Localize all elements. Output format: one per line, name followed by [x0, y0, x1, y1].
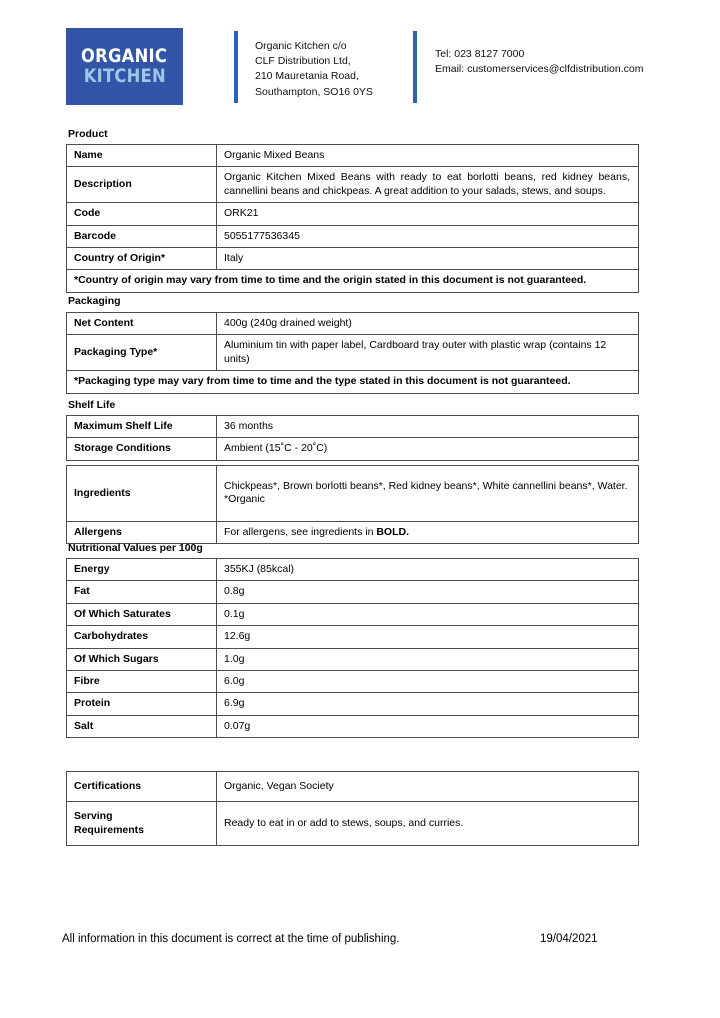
contact-telephone: Tel: 023 8127 7000 [435, 48, 525, 60]
company-contact [435, 28, 674, 108]
table-row [67, 225, 639, 247]
packaging-table [66, 312, 639, 394]
nutrition-saturates-value: 0.1g [217, 603, 639, 625]
table-row [67, 671, 639, 693]
nutrition-table [66, 558, 639, 738]
header-divider-bar-1 [234, 31, 238, 103]
table-row [67, 581, 639, 603]
logo-text-kitchen: KITCHEN [83, 64, 166, 87]
nutrition-protein-label: Protein [67, 693, 217, 715]
nutrition-fat-value: 0.8g [217, 581, 639, 603]
table-row [67, 603, 639, 625]
table-row [67, 715, 639, 737]
packaging-type-footnote: *Packaging type may vary from time to time and the type stated in this document is not guaranteed. [67, 371, 639, 393]
max-shelf-life-label: Maximum Shelf Life [67, 416, 217, 438]
section-heading-nutrition: Nutritional Values per 100g [68, 542, 203, 554]
product-barcode-value: 5055177536345 [217, 225, 639, 247]
contact-email: Email: customerservices@clfdistribution.com [435, 63, 644, 76]
logo-text-organic: ORGANIC [81, 45, 168, 68]
table-row [67, 772, 639, 802]
serving-label-line-1: Serving [74, 810, 113, 823]
ingredients-label: Ingredients [67, 466, 217, 522]
product-table [66, 144, 639, 293]
product-code-value: ORK21 [217, 203, 639, 225]
ingredients-value: Chickpeas*, Brown borlotti beans*, Red kidney beans*, White cannellini beans*, Water. *Organic [217, 466, 639, 522]
address-line-2: CLF Distribution Ltd, [255, 55, 351, 68]
table-row [67, 145, 639, 167]
section-heading-packaging: Packaging [68, 295, 121, 307]
net-content-value: 400g (240g drained weight) [217, 313, 639, 335]
nutrition-sugars-label: Of Which Sugars [67, 648, 217, 670]
allergens-text-bold: BOLD. [376, 525, 410, 538]
ingredients-table [66, 465, 639, 544]
storage-conditions-value: Ambient (15˚C - 20˚C) [217, 438, 639, 460]
table-row [67, 248, 639, 270]
packaging-type-label: Packaging Type* [67, 335, 217, 371]
nutrition-carbohydrates-value: 12.6g [217, 626, 639, 648]
section-heading-product: Product [68, 128, 108, 140]
nutrition-salt-label: Salt [67, 715, 217, 737]
table-row [67, 313, 639, 335]
product-description-value: Organic Kitchen Mixed Beans with ready to eat borlotti beans, red kidney beans, cannellini beans and chickpeas. A great addition to your salads, stews, and soups. [217, 167, 639, 203]
nutrition-sugars-value: 1.0g [217, 648, 639, 670]
table-row [67, 521, 639, 543]
table-row [67, 416, 639, 438]
footer-disclaimer: All information in this document is correct at the time of publishing. [62, 933, 400, 945]
footer-date: 19/04/2021 [540, 933, 598, 945]
net-content-label: Net Content [67, 313, 217, 335]
certifications-label: Certifications [67, 772, 217, 802]
table-row [67, 167, 639, 203]
table-row [67, 335, 639, 371]
serving-label-line-2: Requirements [74, 823, 145, 836]
packaging-type-value: Aluminium tin with paper label, Cardboard tray outer with plastic wrap (contains 12 units) [217, 335, 639, 371]
allergens-value [217, 521, 639, 543]
document-header [66, 28, 674, 108]
table-row [67, 648, 639, 670]
product-origin-label: Country of Origin* [67, 248, 217, 270]
nutrition-energy-value: 355KJ (85kcal) [217, 559, 639, 581]
nutrition-salt-value: 0.07g [217, 715, 639, 737]
nutrition-fat-label: Fat [67, 581, 217, 603]
nutrition-saturates-label: Of Which Saturates [67, 603, 217, 625]
product-name-value: Organic Mixed Beans [217, 145, 639, 167]
address-line-1: Organic Kitchen c/o [255, 40, 347, 52]
nutrition-energy-label: Energy [67, 559, 217, 581]
product-code-label: Code [67, 203, 217, 225]
certifications-table [66, 771, 639, 846]
section-heading-shelf-life: Shelf Life [68, 399, 116, 411]
shelf-life-table [66, 415, 639, 461]
table-row [67, 466, 639, 522]
table-row [67, 371, 639, 393]
table-row [67, 626, 639, 648]
organic-kitchen-logo [66, 28, 183, 105]
header-divider-bar-2 [413, 31, 417, 103]
table-row [67, 559, 639, 581]
storage-conditions-label: Storage Conditions [67, 438, 217, 460]
serving-requirements-value: Ready to eat in or add to stews, soups, and curries. [217, 802, 639, 846]
nutrition-carbohydrates-label: Carbohydrates [67, 626, 217, 648]
company-address [255, 28, 413, 108]
product-description-label: Description [67, 167, 217, 203]
certifications-value: Organic, Vegan Society [217, 772, 639, 802]
product-name-label: Name [67, 145, 217, 167]
serving-requirements-label [67, 802, 217, 846]
nutrition-fibre-label: Fibre [67, 671, 217, 693]
allergens-text-prefix: For allergens, see ingredients in [224, 525, 377, 538]
max-shelf-life-value: 36 months [217, 416, 639, 438]
product-origin-footnote: *Country of origin may vary from time to time and the origin stated in this document is not guaranteed. [67, 270, 639, 292]
table-row [67, 203, 639, 225]
table-row [67, 438, 639, 460]
nutrition-protein-value: 6.9g [217, 693, 639, 715]
address-line-4: Southampton, SO16 0YS [255, 85, 373, 98]
address-line-3: 210 Mauretania Road, [255, 70, 359, 83]
table-row [67, 270, 639, 292]
product-barcode-label: Barcode [67, 225, 217, 247]
allergens-label: Allergens [67, 521, 217, 543]
table-row [67, 693, 639, 715]
product-origin-value: Italy [217, 248, 639, 270]
nutrition-fibre-value: 6.0g [217, 671, 639, 693]
table-row [67, 802, 639, 846]
